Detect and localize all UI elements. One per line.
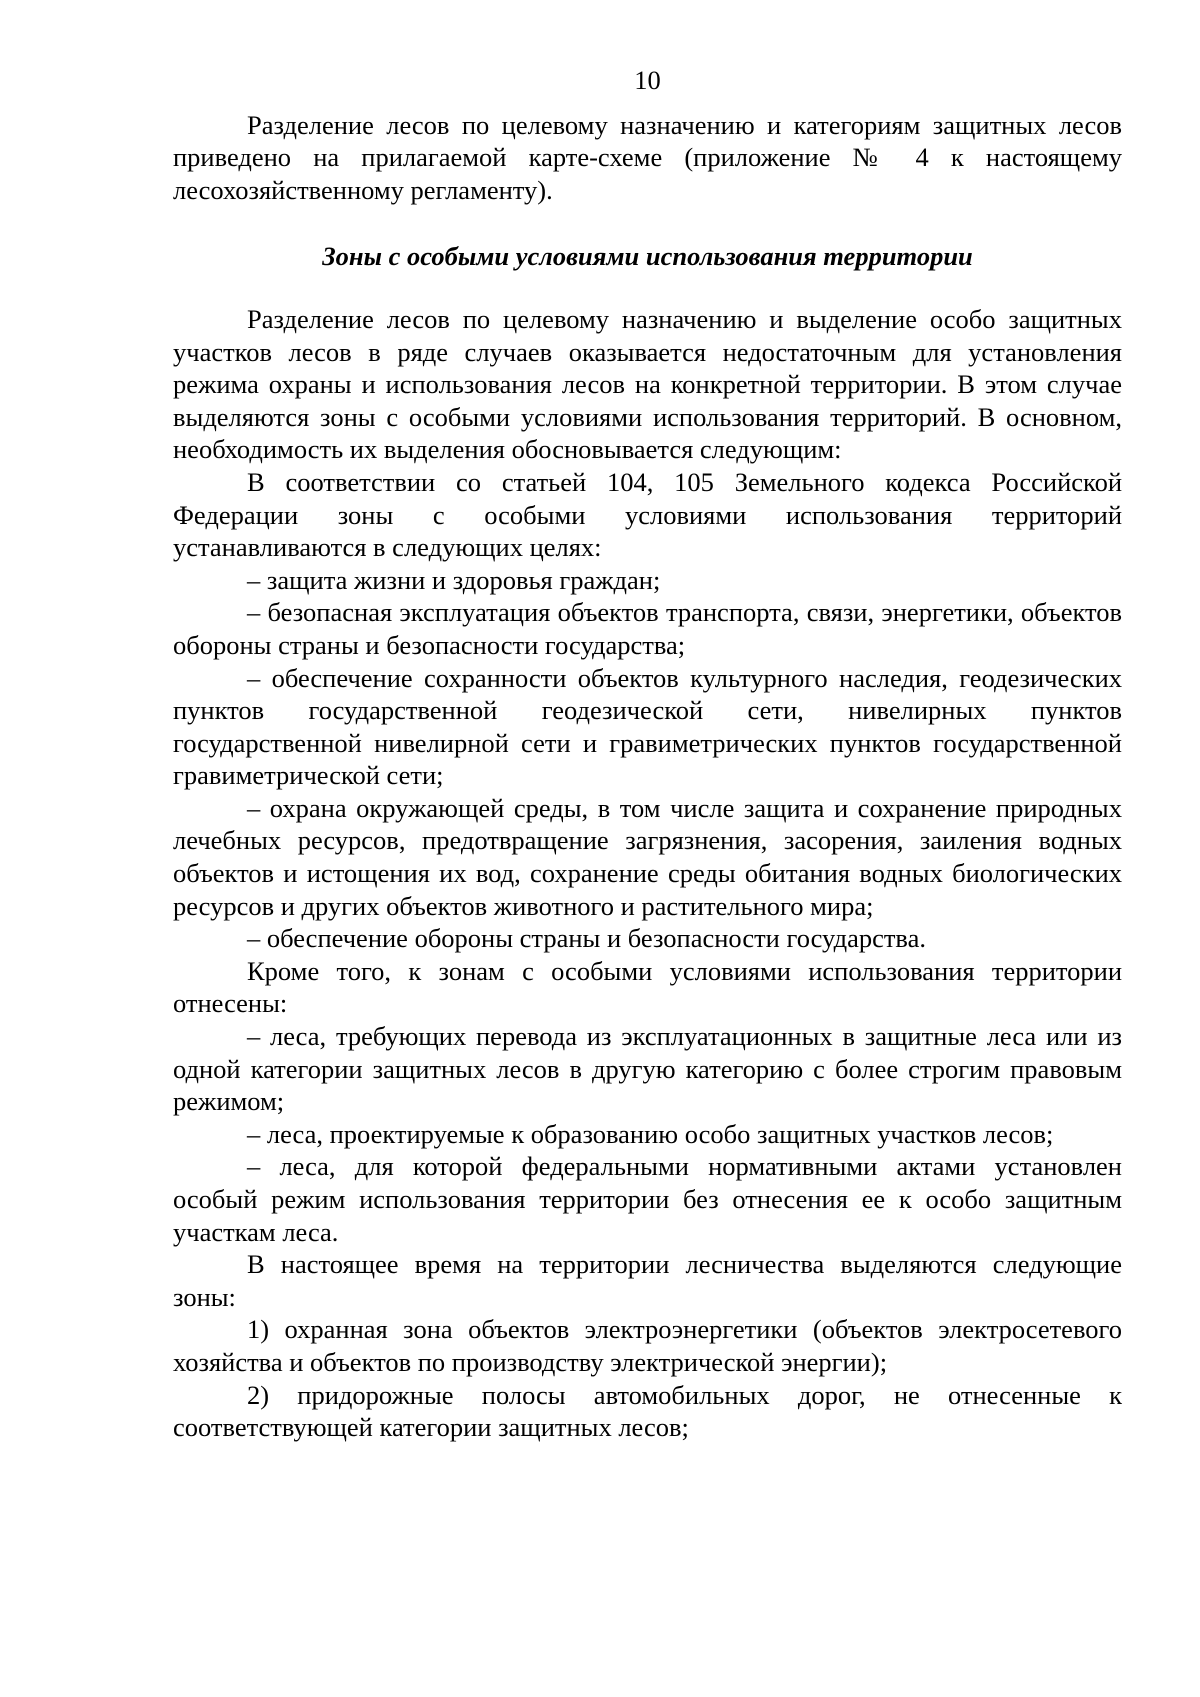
- paragraph: Кроме того, к зонам с особыми условиями использования территории отнесены:: [173, 955, 1122, 1019]
- list-item: – обеспечение обороны страны и безопасности государства.: [247, 923, 926, 954]
- list-item: 2) придорожные полосы автомобильных дорог, не отнесенные к соответствующей категории защитных лесов;: [173, 1379, 1122, 1443]
- section-heading: Зоны с особыми условиями использования территории: [322, 241, 973, 272]
- intro-paragraph: Разделение лесов по целевому назначению и категориям защитных лесов приведено на прилагаемой карте-схеме (приложение № 4 к настоящему лесохозяйственному регламенту).: [173, 109, 1122, 205]
- page-number: 10: [634, 65, 661, 95]
- list-item: – защита жизни и здоровья граждан;: [247, 564, 661, 595]
- paragraph: Разделение лесов по целевому назначению и выделение особо защитных участков лесов в ряде случаев оказывается недостаточным для установления режима охраны и использования лесов на конкретной территории. В этом случае выделяются зоны с особыми условиями использования территорий. В основном, необходимость их выделения обосновывается следующим:: [173, 303, 1122, 465]
- list-item: – обеспечение сохранности объектов культурного наследия, геодезических пунктов государственной геодезической сети, нивелирных пунктов государственной нивелирной сети и гравиметрических пунктов государственной гравиметрической сети;: [173, 662, 1122, 791]
- paragraph: В соответствии со статьей 104, 105 Земельного кодекса Российской Федерации зоны с особыми условиями использования территорий устанавливаются в следующих целях:: [173, 466, 1122, 563]
- list-item: 1) охранная зона объектов электроэнергетики (объектов электросетевого хозяйства и объектов по производству электрической энергии);: [173, 1314, 1122, 1377]
- list-item: – леса, для которой федеральными нормативными актами установлен особый режим использования территории без отнесения ее к особо защитным участкам леса.: [173, 1151, 1122, 1247]
- list-item: – леса, требующих перевода из эксплуатационных в защитные леса или из одной категории защитных лесов в другую категорию с более строгим правовым режимом;: [173, 1021, 1122, 1117]
- paragraph: В настоящее время на территории лесничества выделяются следующие зоны:: [173, 1249, 1122, 1312]
- list-item: – леса, проектируемые к образованию особо защитных участков лесов;: [247, 1118, 1054, 1149]
- list-item: – охрана окружающей среды, в том числе защита и сохранение природных лечебных ресурсов, предотвращение загрязнения, засорения, заиления водных объектов и истощения их вод, сохранение среды обитания водных биологических ресурсов и других объектов животного и растительного мира;: [173, 792, 1122, 921]
- document-page: [173, 64, 1122, 1444]
- list-item: – безопасная эксплуатация объектов транспорта, связи, энергетики, объектов обороны страны и безопасности государства;: [173, 597, 1122, 660]
